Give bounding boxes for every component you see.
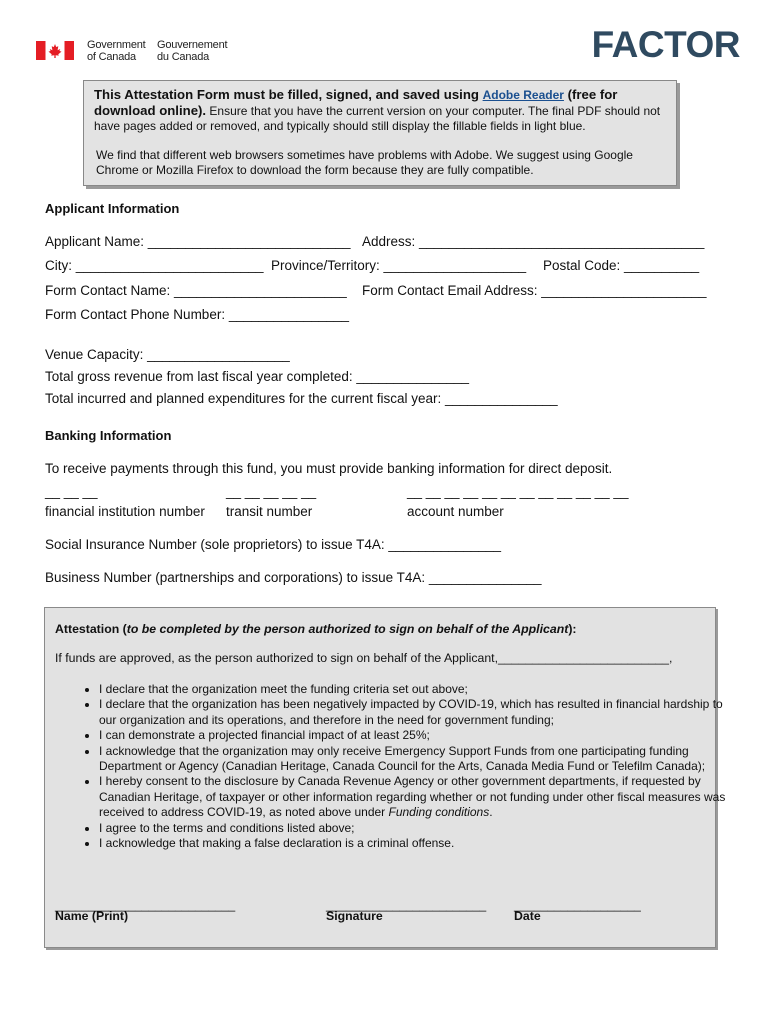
province-field[interactable]: Province/Territory: ___________________ <box>271 258 527 273</box>
transit-number-field[interactable]: __ __ __ __ __ <box>226 484 317 499</box>
name-print-label: Name (Print) <box>55 909 129 923</box>
gov-fr-line1: Gouvernement <box>157 39 228 51</box>
expenditures-field[interactable]: Total incurred and planned expenditures for the current fiscal year: _______________ <box>45 391 558 406</box>
banking-section-title: Banking Information <box>45 428 172 443</box>
attestation-item: • I acknowledge that the organization may only receive Emergency Support Funds from one participating funding Department or Agency (Canadian Heritage, Canada Council for the Arts, Canada Media Fund or Telefilm Canada); <box>99 744 729 775</box>
name-print-field[interactable]: ___________________________ <box>55 898 236 912</box>
notice-lead-end: (free for download online). <box>94 87 618 118</box>
venue-capacity-field[interactable]: Venue Capacity: ___________________ <box>45 347 290 362</box>
contact-name-field[interactable]: Form Contact Name: _______________________ <box>45 283 347 298</box>
notice-browsers: We find that different web browsers sometimes have problems with Adobe. We suggest using Google Chrome or Mozilla Firefox to download the form because they are fully compatible. <box>96 148 633 177</box>
gross-revenue-field[interactable]: Total gross revenue from last fiscal year completed: _______________ <box>45 369 470 384</box>
contact-phone-field[interactable]: Form Contact Phone Number: ________________ <box>45 307 349 322</box>
attestation-title-italic: to be completed by the person authorized to sign on behalf of the Applicant <box>126 622 569 636</box>
signature-field[interactable]: ________________________ <box>326 898 487 912</box>
account-number-label: account number <box>407 504 504 519</box>
canada-flag-icon <box>36 41 74 60</box>
date-label: Date <box>514 909 541 923</box>
gov-en-line2: of Canada <box>87 51 136 63</box>
contact-email-field[interactable]: Form Contact Email Address: ______________________ <box>362 283 707 298</box>
attestation-list <box>67 682 729 851</box>
funding-conditions-ref: Funding conditions <box>388 805 490 820</box>
attestation-item: • I declare that the organization has been negatively impacted by COVID-19, which has resulted in financial hardship to our organization and its operations, and therefore in the need for government funding; <box>99 697 729 728</box>
government-of-canada-fr <box>157 39 227 63</box>
institution-number-label: financial institution number <box>45 504 205 519</box>
business-number-field[interactable]: Business Number (partnerships and corporations) to issue T4A: _______________ <box>45 570 542 585</box>
city-field[interactable]: City: _________________________ <box>45 258 264 273</box>
notice-lead <box>94 87 666 134</box>
applicant-section-title: Applicant Information <box>45 201 180 216</box>
institution-number-field[interactable]: __ __ __ <box>45 484 98 499</box>
date-field[interactable]: ___________________ <box>514 898 641 912</box>
attestation-item: • I agree to the terms and conditions listed above; <box>99 821 729 836</box>
attestation-box <box>44 607 726 948</box>
attestation-intro-field[interactable]: If funds are approved, as the person authorized to sign on behalf of the Applicant,_________________________, <box>55 651 673 665</box>
notice-box <box>83 80 677 186</box>
attestation-item: • I can demonstrate a projected financial impact of at least 25%; <box>99 728 729 743</box>
postal-code-field[interactable]: Postal Code: __________ <box>543 258 700 273</box>
gov-fr-line2: du Canada <box>157 51 210 63</box>
transit-number-label: transit number <box>226 504 313 519</box>
attestation-item-5-text: I hereby consent to the disclosure by Canada Revenue Agency or other government departments, if requested by Canadian Heritage, of taxpayer or other information regarding whether or not funding under other fiscal measures was received to address COVID-19, as noted above under <box>99 774 726 820</box>
attestation-title-start: Attestation ( <box>55 622 127 636</box>
signature-label: Signature <box>326 909 383 923</box>
account-number-field[interactable]: __ __ __ __ __ __ __ __ __ __ __ __ <box>407 484 629 499</box>
attestation-item <box>99 774 729 820</box>
government-of-canada-en <box>87 39 146 63</box>
banking-intro: To receive payments through this fund, you must provide banking information for direct deposit. <box>45 461 613 476</box>
adobe-reader-link[interactable]: Adobe Reader <box>482 88 564 102</box>
address-field[interactable]: Address: ______________________________________ <box>362 234 705 249</box>
factor-logo: FACTOR <box>591 24 740 65</box>
attestation-item: • I declare that the organization meet the funding criteria set out above; <box>99 682 729 697</box>
notice-lead-start: This Attestation Form must be filled, signed, and saved using <box>94 87 483 102</box>
attestation-title-end: ): <box>568 622 577 636</box>
notice-rest: Ensure that you have the current version on your computer. The final PDF should not have pages added or removed, and typically should still display the fillable fields in light blue. <box>94 104 661 133</box>
gov-en-line1: Government <box>87 39 146 51</box>
attestation-title <box>55 622 577 637</box>
sin-field[interactable]: Social Insurance Number (sole proprietors) to issue T4A: _______________ <box>45 537 502 552</box>
applicant-name-field[interactable]: Applicant Name: ___________________________ <box>45 234 351 249</box>
attestation-item: • I acknowledge that making a false declaration is a criminal offense. <box>99 836 729 851</box>
attestation-item-5-end: . <box>489 805 493 820</box>
